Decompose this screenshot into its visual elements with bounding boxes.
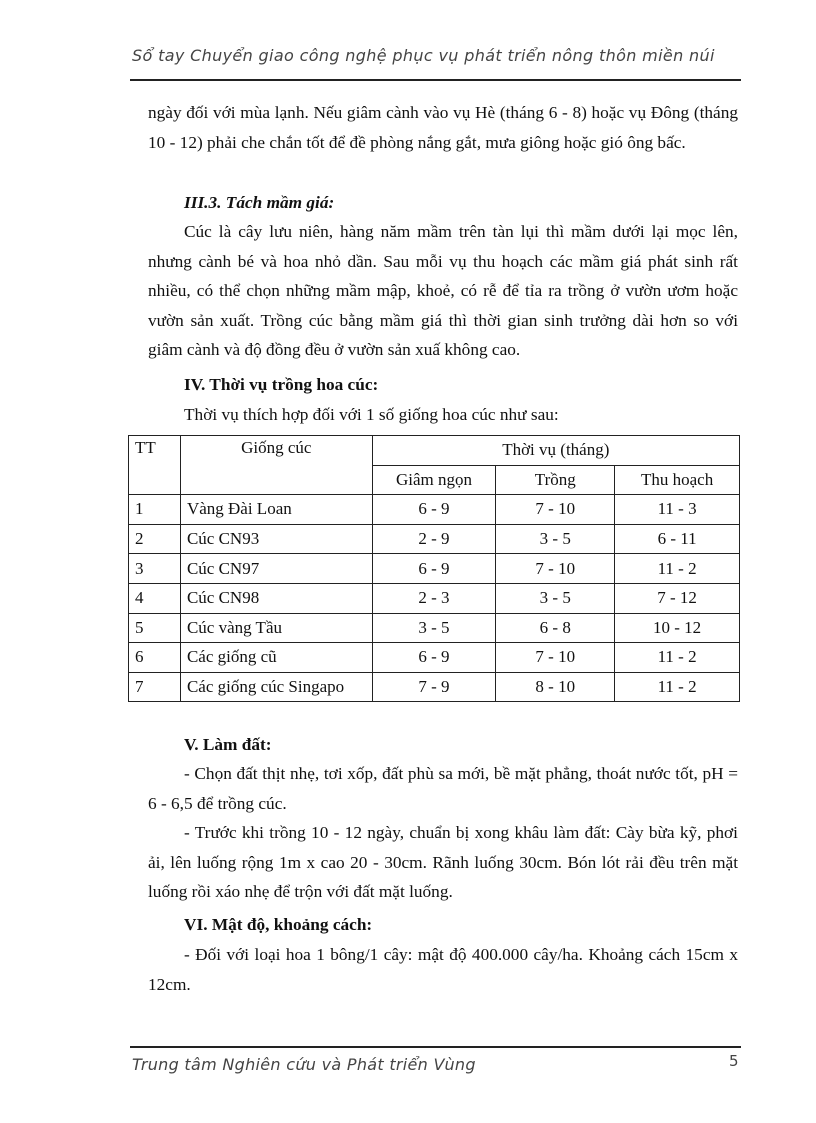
cell-trong: 7 - 10 [496,643,615,673]
cell-variety: Vàng Đài Loan [180,495,372,525]
header-variety: Giống cúc [180,436,372,495]
cell-giam-ngon: 3 - 5 [372,613,496,643]
table-row [129,643,740,673]
cell-giam-ngon: 6 - 9 [372,554,496,584]
section-6-body [148,940,738,999]
cell-thu-hoach: 10 - 12 [615,613,740,643]
table-intro: Thời vụ thích hợp đối với 1 số giống hoa cúc như sau: [184,405,559,424]
cell-trong: 3 - 5 [496,524,615,554]
page-number: 5 [729,1052,739,1070]
table-row [129,524,740,554]
table-row [129,495,740,525]
planting-season-table [128,435,740,702]
cell-thu-hoach: 11 - 3 [615,495,740,525]
section-3-3-paragraph: Cúc là cây lưu niên, hàng năm mầm trên tàn lụi thì mầm dưới lại mọc lên, nhưng cành bé và hoa nhỏ dần. Sau mỗi vụ thu hoạch các mầm giá phát sinh rất nhiều, có thể chọn những mầm mập, khoẻ, có rễ để tỉa ra trồng ở vườn ươm hoặc vườn sản xuất. Trồng cúc bằng mầm giá thì thời gian sinh trưởng dài hơn so với giâm cành và độ đồng đều ở vườn sản xuấ không cao. [148,222,738,359]
cell-tt: 2 [129,524,181,554]
section-5-paragraph-1: - Chọn đất thịt nhẹ, tơi xốp, đất phù sa mới, bề mặt phẳng, thoát nước tốt, pH = 6 - 6,5 để trồng cúc. [148,764,738,813]
intro-paragraph: ngày đối với mùa lạnh. Nếu giâm cành vào vụ Hè (tháng 6 - 8) hoặc vụ Đông (tháng 10 - 12) phải che chắn tốt để đề phòng nắng gắt, mưa giông hoặc gió ông bấc. [148,103,738,152]
table-row [129,554,740,584]
section-5-paragraph-2: - Trước khi trồng 10 - 12 ngày, chuẩn bị xong khâu làm đất: Cày bừa kỹ, phơi ải, lên luống rộng 1m x cao 20 - 30cm. Rãnh luống 30cm. Bón lót rải đều trên mặt luống rồi xáo nhẹ để trộn với đất mặt luống. [148,823,738,901]
cell-tt: 1 [129,495,181,525]
cell-trong: 7 - 10 [496,554,615,584]
table-row [129,583,740,613]
cell-giam-ngon: 2 - 9 [372,524,496,554]
cell-giam-ngon: 6 - 9 [372,495,496,525]
cell-tt: 3 [129,554,181,584]
cell-tt: 6 [129,643,181,673]
cell-thu-hoach: 11 - 2 [615,643,740,673]
section-5-body [148,759,738,907]
table-row [129,672,740,702]
cell-thu-hoach: 7 - 12 [615,583,740,613]
cell-variety: Cúc CN98 [180,583,372,613]
section-3-3-body [148,217,738,365]
cell-trong: 3 - 5 [496,583,615,613]
running-footer: Trung tâm Nghiên cứu và Phát triển Vùng [132,1055,476,1074]
section-6-heading: VI. Mật độ, khoảng cách: [184,915,373,934]
cell-variety: Các giống cúc Singapo [180,672,372,702]
cell-tt: 4 [129,583,181,613]
cell-thu-hoach: 11 - 2 [615,672,740,702]
cell-trong: 7 - 10 [496,495,615,525]
cell-giam-ngon: 7 - 9 [372,672,496,702]
cell-trong: 6 - 8 [496,613,615,643]
header-thu-hoach: Thu hoạch [615,465,740,495]
cell-giam-ngon: 6 - 9 [372,643,496,673]
cell-giam-ngon: 2 - 3 [372,583,496,613]
footer-rule [130,1046,741,1048]
header-tt: TT [129,436,181,495]
section-6-paragraph: - Đối với loại hoa 1 bông/1 cây: mật độ 400.000 cây/ha. Khoảng cách 15cm x 12cm. [148,945,738,994]
intro-paragraph-block [148,98,738,157]
header-season: Thời vụ (tháng) [372,436,739,466]
cell-thu-hoach: 11 - 2 [615,554,740,584]
cell-tt: 7 [129,672,181,702]
cell-variety: Cúc vàng Tầu [180,613,372,643]
cell-variety: Cúc CN93 [180,524,372,554]
section-5-heading: V. Làm đất: [184,735,272,754]
section-4-heading: IV. Thời vụ trồng hoa cúc: [184,375,379,394]
cell-variety: Cúc CN97 [180,554,372,584]
header-rule [130,79,741,81]
cell-thu-hoach: 6 - 11 [615,524,740,554]
section-3-3-heading: III.3. Tách mầm giá: [184,193,335,212]
cell-trong: 8 - 10 [496,672,615,702]
table-header-row [129,436,740,466]
running-header: Sổ tay Chuyển giao công nghệ phục vụ phát triển nông thôn miền núi [132,46,715,65]
cell-tt: 5 [129,613,181,643]
header-giam-ngon: Giâm ngọn [372,465,496,495]
cell-variety: Các giống cũ [180,643,372,673]
header-trong: Trồng [496,465,615,495]
table-row [129,613,740,643]
